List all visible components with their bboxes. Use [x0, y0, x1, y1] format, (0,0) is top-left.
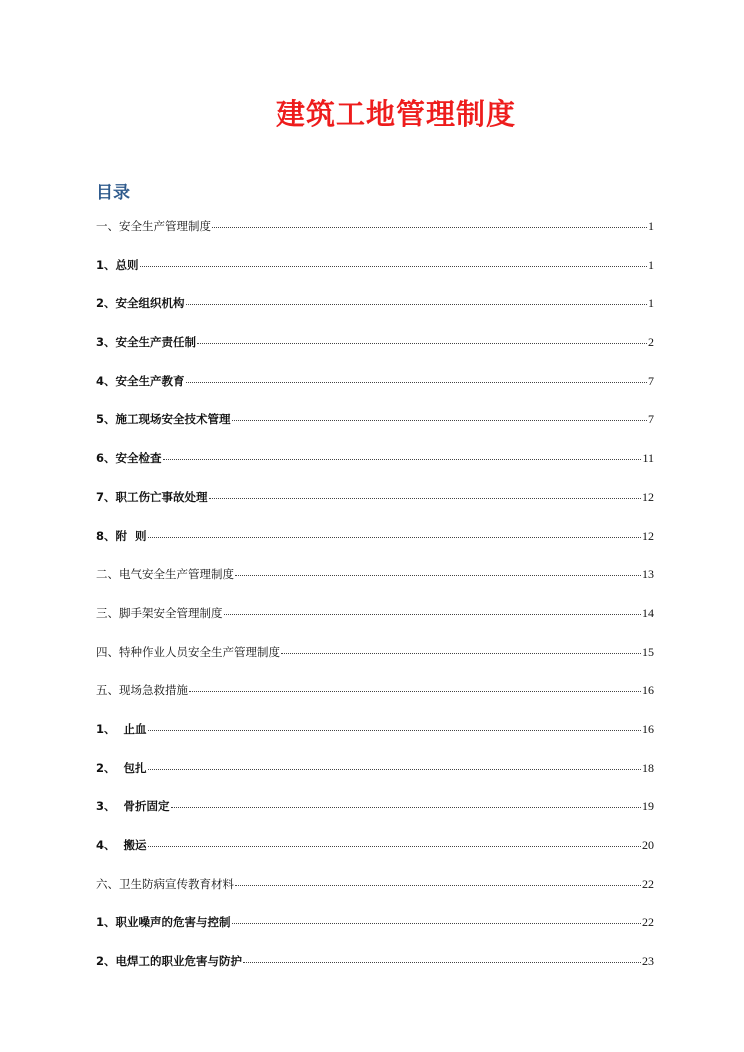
- toc-leader-dots: [235, 884, 641, 886]
- toc-entry-page-number: 16: [642, 683, 654, 698]
- toc-entry-page-number: 7: [648, 412, 654, 427]
- toc-entry-title: 一、安全生产管理制度: [96, 219, 211, 233]
- toc-entry-title: 5、施工现场安全技术管理: [96, 412, 231, 427]
- toc-entry[interactable]: [96, 566, 654, 605]
- toc-leader-dots: [140, 265, 647, 267]
- toc-entry[interactable]: [96, 953, 654, 992]
- toc-entry[interactable]: [96, 489, 654, 528]
- toc-leader-dots: [148, 729, 641, 731]
- toc-leader-dots: [232, 922, 641, 924]
- toc-entry-page-number: 16: [642, 721, 654, 736]
- toc-entry[interactable]: [96, 876, 654, 915]
- toc-entry-title: 1、 止血: [96, 721, 147, 736]
- toc-entry[interactable]: [96, 682, 654, 721]
- toc-leader-dots: [171, 806, 641, 808]
- toc-entry-page-number: 1: [648, 296, 654, 311]
- toc-entry-page-number: 20: [642, 838, 654, 852]
- toc-entry[interactable]: [96, 257, 654, 296]
- toc-entry-title: 4、 搬运: [96, 838, 147, 852]
- toc-entry[interactable]: [96, 760, 654, 799]
- toc-entry-page-number: 7: [648, 373, 654, 388]
- toc-entry-title: 1、总则: [96, 257, 139, 272]
- toc-entry-title: 4、安全生产教育: [96, 373, 185, 388]
- toc-entry-title: 7、职工伤亡事故处理: [96, 489, 208, 504]
- toc-entry-page-number: 1: [648, 257, 654, 272]
- toc-entry-title: 2、电焊工的职业危害与防护: [96, 954, 243, 969]
- toc-entry[interactable]: [96, 218, 654, 257]
- toc-leader-dots: [224, 613, 642, 615]
- toc-entry[interactable]: [96, 295, 654, 334]
- toc-entry-title: 6、安全检查: [96, 451, 162, 466]
- table-of-contents: [96, 218, 654, 992]
- toc-entry[interactable]: [96, 450, 654, 489]
- toc-entry-title: 2、 包扎: [96, 760, 147, 775]
- document-title: 建筑工地管理制度: [275, 97, 516, 131]
- toc-entry-page-number: 1: [648, 219, 654, 233]
- toc-entry-title: 二、电气安全生产管理制度: [96, 567, 234, 582]
- toc-entry-page-number: 22: [642, 915, 654, 930]
- toc-leader-dots: [209, 497, 641, 499]
- toc-entry-page-number: 22: [642, 876, 654, 891]
- toc-entry-page-number: 15: [642, 644, 654, 659]
- toc-entry-page-number: 12: [642, 528, 654, 543]
- toc-leader-dots: [148, 768, 641, 770]
- toc-entry-title: 1、职业噪声的危害与控制: [96, 915, 231, 930]
- toc-entry-page-number: 14: [642, 605, 654, 620]
- toc-entry-title: 2、安全组织机构: [96, 296, 185, 311]
- toc-entry[interactable]: [96, 721, 654, 760]
- toc-entry[interactable]: [96, 914, 654, 953]
- toc-leader-dots: [186, 381, 647, 383]
- toc-leader-dots: [212, 226, 647, 228]
- toc-entry-title: 3、 骨折固定: [96, 799, 170, 814]
- toc-leader-dots: [186, 303, 647, 305]
- toc-leader-dots: [281, 652, 641, 654]
- toc-entry-page-number: 2: [648, 335, 654, 350]
- toc-entry[interactable]: [96, 837, 654, 876]
- toc-leader-dots: [163, 458, 642, 460]
- toc-leader-dots: [148, 845, 641, 847]
- toc-entry-page-number: 12: [642, 489, 654, 504]
- toc-heading: 目录: [96, 183, 130, 203]
- toc-entry[interactable]: [96, 528, 654, 567]
- toc-entry-page-number: 19: [642, 799, 654, 814]
- toc-entry-page-number: 13: [642, 567, 654, 582]
- toc-leader-dots: [197, 342, 647, 344]
- toc-leader-dots: [243, 961, 641, 963]
- toc-entry-title: 8、附 则: [96, 528, 147, 543]
- toc-entry-title: 五、现场急救措施: [96, 683, 188, 698]
- toc-entry[interactable]: [96, 605, 654, 644]
- toc-entry-title: 四、特种作业人员安全生产管理制度: [96, 644, 280, 659]
- toc-entry-page-number: 11: [642, 451, 654, 466]
- toc-leader-dots: [235, 574, 641, 576]
- toc-entry[interactable]: [96, 411, 654, 450]
- toc-leader-dots: [232, 419, 647, 421]
- toc-entry-page-number: 23: [642, 954, 654, 969]
- toc-leader-dots: [189, 690, 641, 692]
- toc-entry[interactable]: [96, 644, 654, 683]
- toc-entry[interactable]: [96, 334, 654, 373]
- toc-entry-title: 三、脚手架安全管理制度: [96, 605, 223, 620]
- toc-entry-title: 3、安全生产责任制: [96, 335, 197, 350]
- toc-entry-title: 六、卫生防病宣传教育材料: [96, 876, 234, 891]
- toc-leader-dots: [148, 536, 641, 538]
- toc-entry[interactable]: [96, 373, 654, 412]
- toc-entry[interactable]: [96, 798, 654, 837]
- toc-entry-page-number: 18: [642, 760, 654, 775]
